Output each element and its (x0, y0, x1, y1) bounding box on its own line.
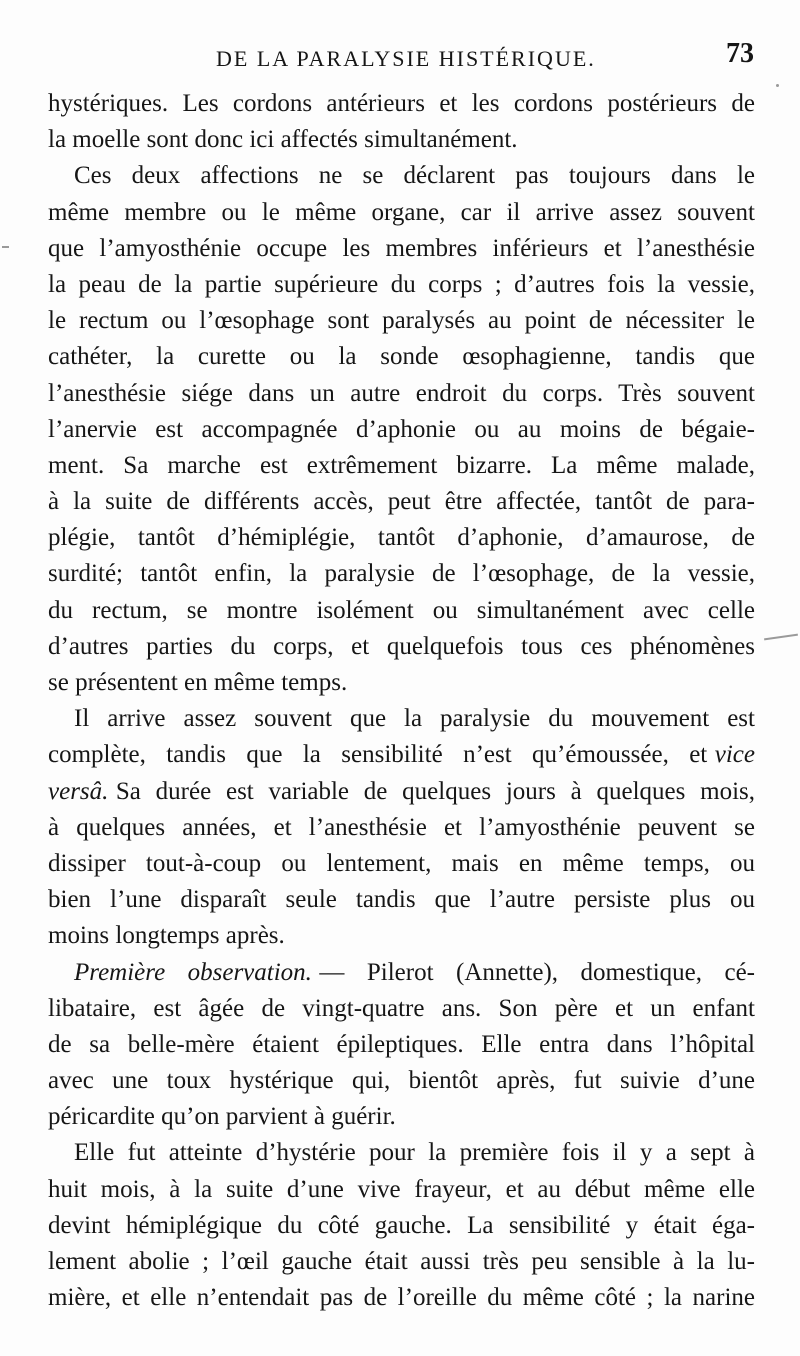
italic-text: vice (714, 741, 755, 769)
text-segment: complète, tandis que la sensibilité n’est qu’émoussée, et (48, 741, 708, 769)
body-text (48, 86, 755, 1316)
text-line: avec une toux hystérique qui, bientôt après, fut suivie d’une (48, 1067, 755, 1095)
text-segment: — Pilerot (Annette), domestique, cé- (319, 958, 755, 986)
text-line: l’anesthésie siége dans un autre endroit du corps. Très souvent (48, 379, 755, 407)
text-line: se présentent en même temps. (48, 669, 348, 696)
text-line: bien l’une disparaît seule tandis que l’autre persiste plus ou (48, 886, 755, 914)
text-line: de sa belle-mère étaient épileptiques. Elle entra dans l’hôpital (48, 1030, 755, 1058)
text-line: cathéter, la curette ou la sonde œsophagienne, tandis que (48, 343, 755, 371)
margin-speck (776, 84, 779, 87)
text-line: la moelle sont donc ici affectés simultanément. (48, 126, 518, 154)
text-line: la peau de la partie supérieure du corps ; d’autres fois la vessie, (48, 270, 755, 298)
text-line: mière, et elle n’entendait pas de l’oreille du même côté ; la narine (48, 1284, 755, 1312)
text-line: moins longtemps après. (48, 922, 285, 950)
text-line: Ces deux affections ne se déclarent pas toujours dans le (74, 162, 755, 190)
text-line: plégie, tantôt d’hémiplégie, tantôt d’aphonie, d’amaurose, de (48, 524, 755, 552)
text-line: huit mois, à la suite d’une vive frayeur, et au début même elle (48, 1175, 755, 1203)
text-line: ment. Sa marche est extrêmement bizarre. La même malade, (48, 451, 755, 479)
text-line: à quelques années, et l’anesthésie et l’amyosthénie peuvent se (48, 813, 755, 841)
margin-speck (2, 246, 9, 248)
text-line: que l’amyosthénie occupe les membres inférieurs et l’anesthésie (48, 234, 755, 262)
text-line: le rectum ou l’œsophage sont paralysés au point de nécessiter le (48, 307, 755, 335)
text-line (48, 774, 755, 810)
text-line: Elle fut atteinte d’hystérie pour la première fois il y a sept à (74, 1139, 755, 1167)
text-line: hystériques. Les cordons antérieurs et les cordons postérieurs de (48, 90, 755, 117)
margin-speck (764, 634, 798, 641)
text-line (48, 737, 755, 773)
text-line: surdité; tantôt enfin, la paralysie de l’œsophage, de la vessie, (48, 560, 755, 588)
italic-text: versâ. (48, 777, 109, 805)
text-line: devint hémiplégique du côté gauche. La sensibilité y était éga- (48, 1211, 755, 1239)
text-line (48, 955, 755, 991)
page-number: 73 (726, 38, 754, 69)
italic-text: Première observation. (74, 958, 312, 986)
text-line: lement abolie ; l’œil gauche était aussi très peu sensible à la lu- (48, 1248, 755, 1275)
text-segment: Sa durée est variable de quelques jours à quelques mois, (115, 777, 755, 805)
text-line: à la suite de différents accès, peut être affectée, tantôt de para- (48, 488, 755, 516)
text-line: dissiper tout-à-coup ou lentement, mais en même temps, ou (48, 849, 755, 877)
running-head (48, 38, 754, 78)
text-line: l’anervie est accompagnée d’aphonie ou au moins de bégaie- (48, 415, 755, 443)
text-line: même membre ou le même organe, car il arrive assez souvent (48, 198, 755, 226)
text-line: Il arrive assez souvent que la paralysie du mouvement est (74, 705, 755, 733)
text-line: d’autres parties du corps, et quelquefois tous ces phénomènes (48, 632, 755, 660)
running-title: DE LA PARALYSIE HISTÉRIQUE. (216, 46, 596, 71)
text-line: libataire, est âgée de vingt-quatre ans. Son père et un enfant (48, 994, 755, 1022)
text-line: du rectum, se montre isolément ou simultanément avec celle (48, 596, 755, 624)
text-line: péricardite qu’on parvient à guérir. (48, 1103, 396, 1131)
